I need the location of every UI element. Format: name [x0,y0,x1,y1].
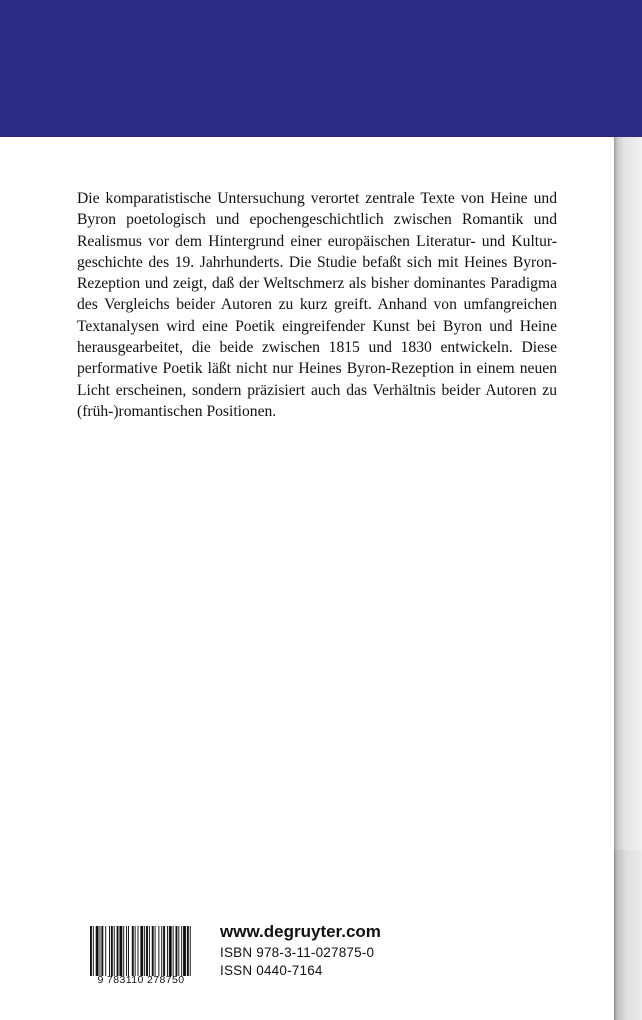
cover-top-band [0,0,642,137]
blurb-line: Rezeption und zeigt, daß der Weltschmerz als bisher dominantes Paradigma [77,275,557,293]
isbn-barcode [86,926,196,988]
barcode-bars [86,926,196,976]
issn-number: ISSN 0440-7164 [220,963,323,978]
publisher-url[interactable]: www.degruyter.com [220,922,381,941]
blurb-line: des Vergleichs beider Autoren zu kurz greift. Anhand von umfangreichen [77,296,557,314]
blurb-line: herausgearbeitet, die beide zwischen 1815 und 1830 entwickeln. Diese [77,339,557,357]
blurb-line: Die komparatistische Untersuchung verortet zentrale Texte von Heine und [77,190,557,207]
blurb-line: performative Poetik läßt nicht nur Heines Byron-Rezeption in einem neuen [77,360,557,378]
cover-edge-shadow-lower [614,850,642,1020]
blurb-line: Realismus vor dem Hintergrund einer europäischen Literatur- und Kultur- [77,232,557,250]
publisher-info [220,922,381,980]
blurb-line: Byron poetologisch und epochengeschichtlich zwischen Romantik und [77,211,557,229]
blurb-line: geschichte des 19. Jahrhunderts. Die Studie befaßt sich mit Heines Byron- [77,253,557,271]
blurb-text [77,188,557,422]
blurb-line: Textanalysen wird eine Poetik eingreifender Kunst bei Byron und Heine [77,317,557,335]
isbn-number: ISBN 978-3-11-027875-0 [220,945,375,960]
blurb-line: (früh-)romantischen Positionen. [77,402,277,420]
barcode-digits: 9 783110 278750 [97,974,185,986]
blurb-line: Licht erscheinen, sondern präzisiert auch das Verhältnis beider Autoren zu [77,381,557,399]
